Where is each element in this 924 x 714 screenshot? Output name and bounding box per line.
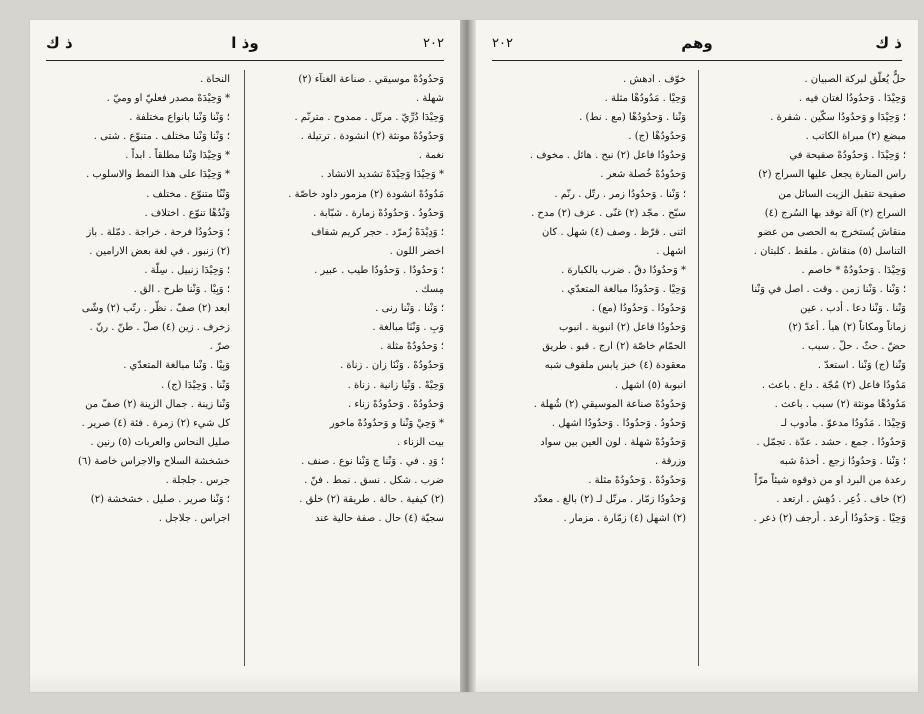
entry-line: وَنْنا زينة . جمال الزينة (٢) صفّ من [85,398,230,410]
header-center-word: وذ ا [231,34,259,52]
entry-line: (٢) كيفية . حالة . طريقة (٢) خلق . [299,494,444,506]
entry-line: وَحدُودُ . وَحدُودُا . وَحدُودُا اشهل . [551,417,686,429]
left-page [30,20,460,692]
entry-line: شهلة . [415,93,444,105]
entry-line: وَحدُودُهْ . وَحدُودُهْ مثلة . [588,474,686,486]
entry-line: ؛ وَحدُودُا . وَحدُودُا طيب . عبير . [314,264,444,276]
page-header [492,34,902,56]
entry-line: وَنْنُا متنوّع . مختلف . [146,188,230,200]
column-right [238,70,444,668]
entry-line: وَحدُودُا . وَحدُودُا (مع) . [591,303,686,315]
entry-line: ؛ وَنْنا . وَنْنا زمن . وقت . اصل في وَنْنا [751,284,906,296]
column-left [40,70,230,668]
entry-line: مِسك . [414,284,444,296]
page-shadow [476,672,918,692]
entry-line: ؛ وَحِيْدَا . وَحدُودُهْ صفيحة في [789,150,906,162]
entry-line: ؛ وَنْنا وَنْنا مختلف . متنوّع . شتى . [93,131,230,143]
entry-line: ؛ وَنْنا صرير . صليل . خشخشة (٢) [90,494,230,506]
entry-line: وَحدُودُا . جمع . حشد . عدّة . تجمّل . [756,436,906,448]
entry-line: ؛ وَنْنا . وَحدُودُا زجع . أخذهُ شبه [779,455,906,467]
entry-line: ضرب . شكل . نسق . نمط . فنّ . [304,474,444,486]
entry-line: الحمّام خاصّة (٢) ارج . قبو . طريق [542,341,686,353]
entry-line: ؛ وَبِيْا . وَنْنا طرح . الق . [133,284,230,296]
header-right-word: ذ ك [875,34,902,52]
entry-line: وَحدُودُهْ شهلة . لون العين بين سواد [540,436,686,448]
column-right [702,70,906,668]
entry-line: (٢) زنبور . في لغة بعض الارامين . [89,245,230,257]
entry-line: ؛ وَدِيْدَهْ زُمرّد . حجر كريم شفاف [311,226,444,238]
entry-line: وَبِيْا . وَنْنا مبالغة المتعدّي . [123,360,230,372]
entry-line: وَنْدُهْا تنوّع . اختلاف . [144,207,230,219]
entry-line: وَحدُودُ . وَحدُودُهْ زمارة . شبّابة . [313,207,444,219]
page-number: ٢٠٢ [423,36,444,51]
entry-line: (٢) اشهل (٤) زمّارة . مزمار . [563,513,686,525]
entry-line: خشخشة السلاح والاجراس خاصة (٦) [78,455,230,467]
open-book [30,20,918,692]
entry-line: وَحدُودُهْا (ج) . [628,131,686,143]
entry-line: زماناً ومكاناً (٢) هيأ . أعدّ (٢) [788,322,906,334]
entry-line: مبضع (٢) مبراة الكاتب . [805,131,906,143]
entry-line: منقاش يُستخرج به الحصى من عضو [758,226,906,238]
header-left-word: ذ ك [46,34,73,52]
entry-line: ؛ وَدِ . في . وَنْنا ج وَنْنا نوع . صنف . [301,455,444,467]
entry-line: زخرف . زين (٤) صلّ . طنّ . رنّ . [89,322,230,334]
entry-line: وَحِيْدَا . وَحدُودُهْ * خاصم . [801,264,906,276]
entry-line: راس المنارة يجعل عليها السراج (٢) [758,169,906,181]
entry-line: * وَحِيْدَهْ مصدر فعليّ او وميّ . [106,93,230,105]
entry-line: وَنْنا . وَحدُودُهْا (مع . نط) . [579,112,686,124]
entry-line: بيت الزناء . [396,436,444,448]
entry-line: كل شيء (٢) زمرة . فئة (٤) صرير . [81,417,230,429]
entry-line: وَحِيْدَا . وَحدُودُا لغتان فيه . [798,93,906,105]
column-separator [244,70,245,666]
entry-line: النحاة . [200,74,230,85]
entry-line: وَنْنا . وَنْنا دعا . أدب . عين [800,303,906,315]
entry-line: وَحِيْا . مَدُودُهْا مثلة . [604,93,686,105]
entry-line: معقودة (٤) خبز يابس ملفوف شبه [544,360,686,372]
entry-line: حلٌّ يُعلّق لبركة الصبيان . [804,74,906,85]
entry-line: نغمة . [418,150,444,162]
entry-line: ؛ وَنْنا وَنْنا بانواع مختلفة . [129,112,230,124]
entry-line: وَحدُودُهْ خُصلة شعر . [600,169,686,181]
page-shadow [30,672,460,692]
entry-line: وَحِيْا . وَحدُودُا أرعد . أرجف (٢) ذعر . [753,513,906,525]
entry-line: ؛ وَحدُودُا فرحة . خراجة . دمّلة . باز [86,226,230,238]
column-left [490,70,686,668]
entry-line: ابعد (٢) صفّ . نظّر . رتّب (٢) وشّى [81,303,230,315]
entry-line: انبوبة (٥) اشهل . [614,379,686,391]
header-rule [492,60,902,61]
entry-line: وَحِيْدَا . مَدُودُا مدعوّ . مأدوب لـ [781,417,906,429]
header-rule [46,60,444,61]
book-gutter [460,20,476,692]
column-separator [698,70,699,666]
entry-line: وَحِيْا . وَحدُودُا مبالغة المتعدّي . [561,284,686,296]
entry-line: وَحدُودُا فاعل (٢) انبوبة . انبوب [559,322,686,334]
entry-line: صرّ . [209,341,230,353]
entry-line: * وَحِيْ وَنْنا و وَحدُودُهْ ماخور [329,417,444,429]
entry-line: اخضر اللون . [389,245,444,257]
entry-line: * وَحِيْدَا وَحِيْدَهْ تشديد الانشاد . [320,169,444,181]
entry-line: وَحدُودُا فاعل (٢) نبح . هائل . مخوف . [529,150,686,162]
page-number: ٢٠٢ [492,36,513,51]
entry-line: وَحِيْدَا دُرِّيّ . مرتّل . ممدوح . مترنّم . [294,112,444,124]
entry-line: وَحدُودُهْ مونثة (٢) انشودة . ترتيلة . [300,131,444,143]
entry-line: ؛ وَنْنا . وَحدُودُا زمر . رتّل . رنّم . [554,188,686,200]
entry-line: * وَحِيْدَا على هذا النمط والاسلوب . [86,169,230,181]
right-page [476,20,918,692]
entry-line: (٢) خاف . ذُعِر . دُهِش . ارتعد . [776,494,906,506]
entry-line: اثنى . قرّظ . وصف (٤) شهل . كان [541,226,686,238]
entry-line: سبّح . مجّد (٢) غنّى . عزف (٢) مدح . [531,207,686,219]
entry-line: حضّ . حثّ . حلّ . سبب . [801,341,906,353]
entry-line: وَحدُودُهْ . وَحدُودُهْ زناء . [348,398,444,410]
entry-line: * وَحِيْدَا وَنْنا مطلقاً . ابداً . [125,150,230,162]
entry-line: خوّف . ادهش . [623,74,686,85]
header-center-word: وهم [681,34,713,52]
entry-line: وَحدُودُهْ . وَنْنَا زان . زناة . [340,360,444,372]
entry-line: رعدة من البرد او من ذوقوه شيئاً مرّاً [754,474,906,486]
entry-line: وزرقة . [655,455,686,467]
entry-line: مَدُودُهْا مونثة (٢) سبب . باعث . [774,398,906,410]
entry-line: اجراس . جلاجل . [158,513,230,525]
entry-line: ؛ وَحدُودُهْ مثلة . [380,341,444,353]
entry-line: وَنْنا (ج) وَنْنا . استعدّ . [817,360,906,372]
entry-line: وَحدُودُهْ موسيقي . صناعة الغنآء (٢) [298,74,444,85]
entry-line: صفيحة تتقبل الزيت السائل من [778,188,906,200]
entry-line: وَنْنا . وَحِيْدَا (ج) . [160,379,230,391]
page-header [46,34,444,56]
entry-line: سجيّة (٤) حال . صفة حالية عند [315,513,444,525]
entry-line: السراج (٢) آلة توقد بها السُرج (٤) [764,207,906,219]
entry-line: وَبِ . وَنْنَا مبالغة . [372,322,444,334]
entry-line: وَحِيْهْ . وَنْنِا زانية . زناة . [347,379,444,391]
entry-line: * وَحدُودُا دقّ . ضرب بالكبارة . [561,264,686,276]
entry-line: وَحدُودُا زمّار . مرتّل لـ (٢) بالغ . معدّد [533,494,686,506]
entry-line: ؛ وَحِيْدَا و وَحدُودُا سكّين . شفرة . [770,112,906,124]
entry-line: ؛ وَحِيْدَا زنبيل . سِلّة . [144,264,230,276]
entry-line: مَدُودُهْ انشودة (٢) مزمور داود خاصّة . [288,188,444,200]
entry-line: ؛ وَنْنا . وَنْنا رنى . [375,303,444,315]
entry-line: وَحدُودُهْ صناعة الموسيقي (٢) شُهلة . [533,398,686,410]
entry-line: التناسل (٥) منقاش . ملقط . كلبتان . [753,245,906,257]
entry-line: جرس . جلجلة . [165,474,230,486]
entry-line: مَدُودُا فاعل (٢) مُجّة . داع . باعث . [761,379,906,391]
entry-line: صليل النحاس والعربات (٥) رنين . [90,436,230,448]
entry-line: اشهل . [656,245,686,257]
